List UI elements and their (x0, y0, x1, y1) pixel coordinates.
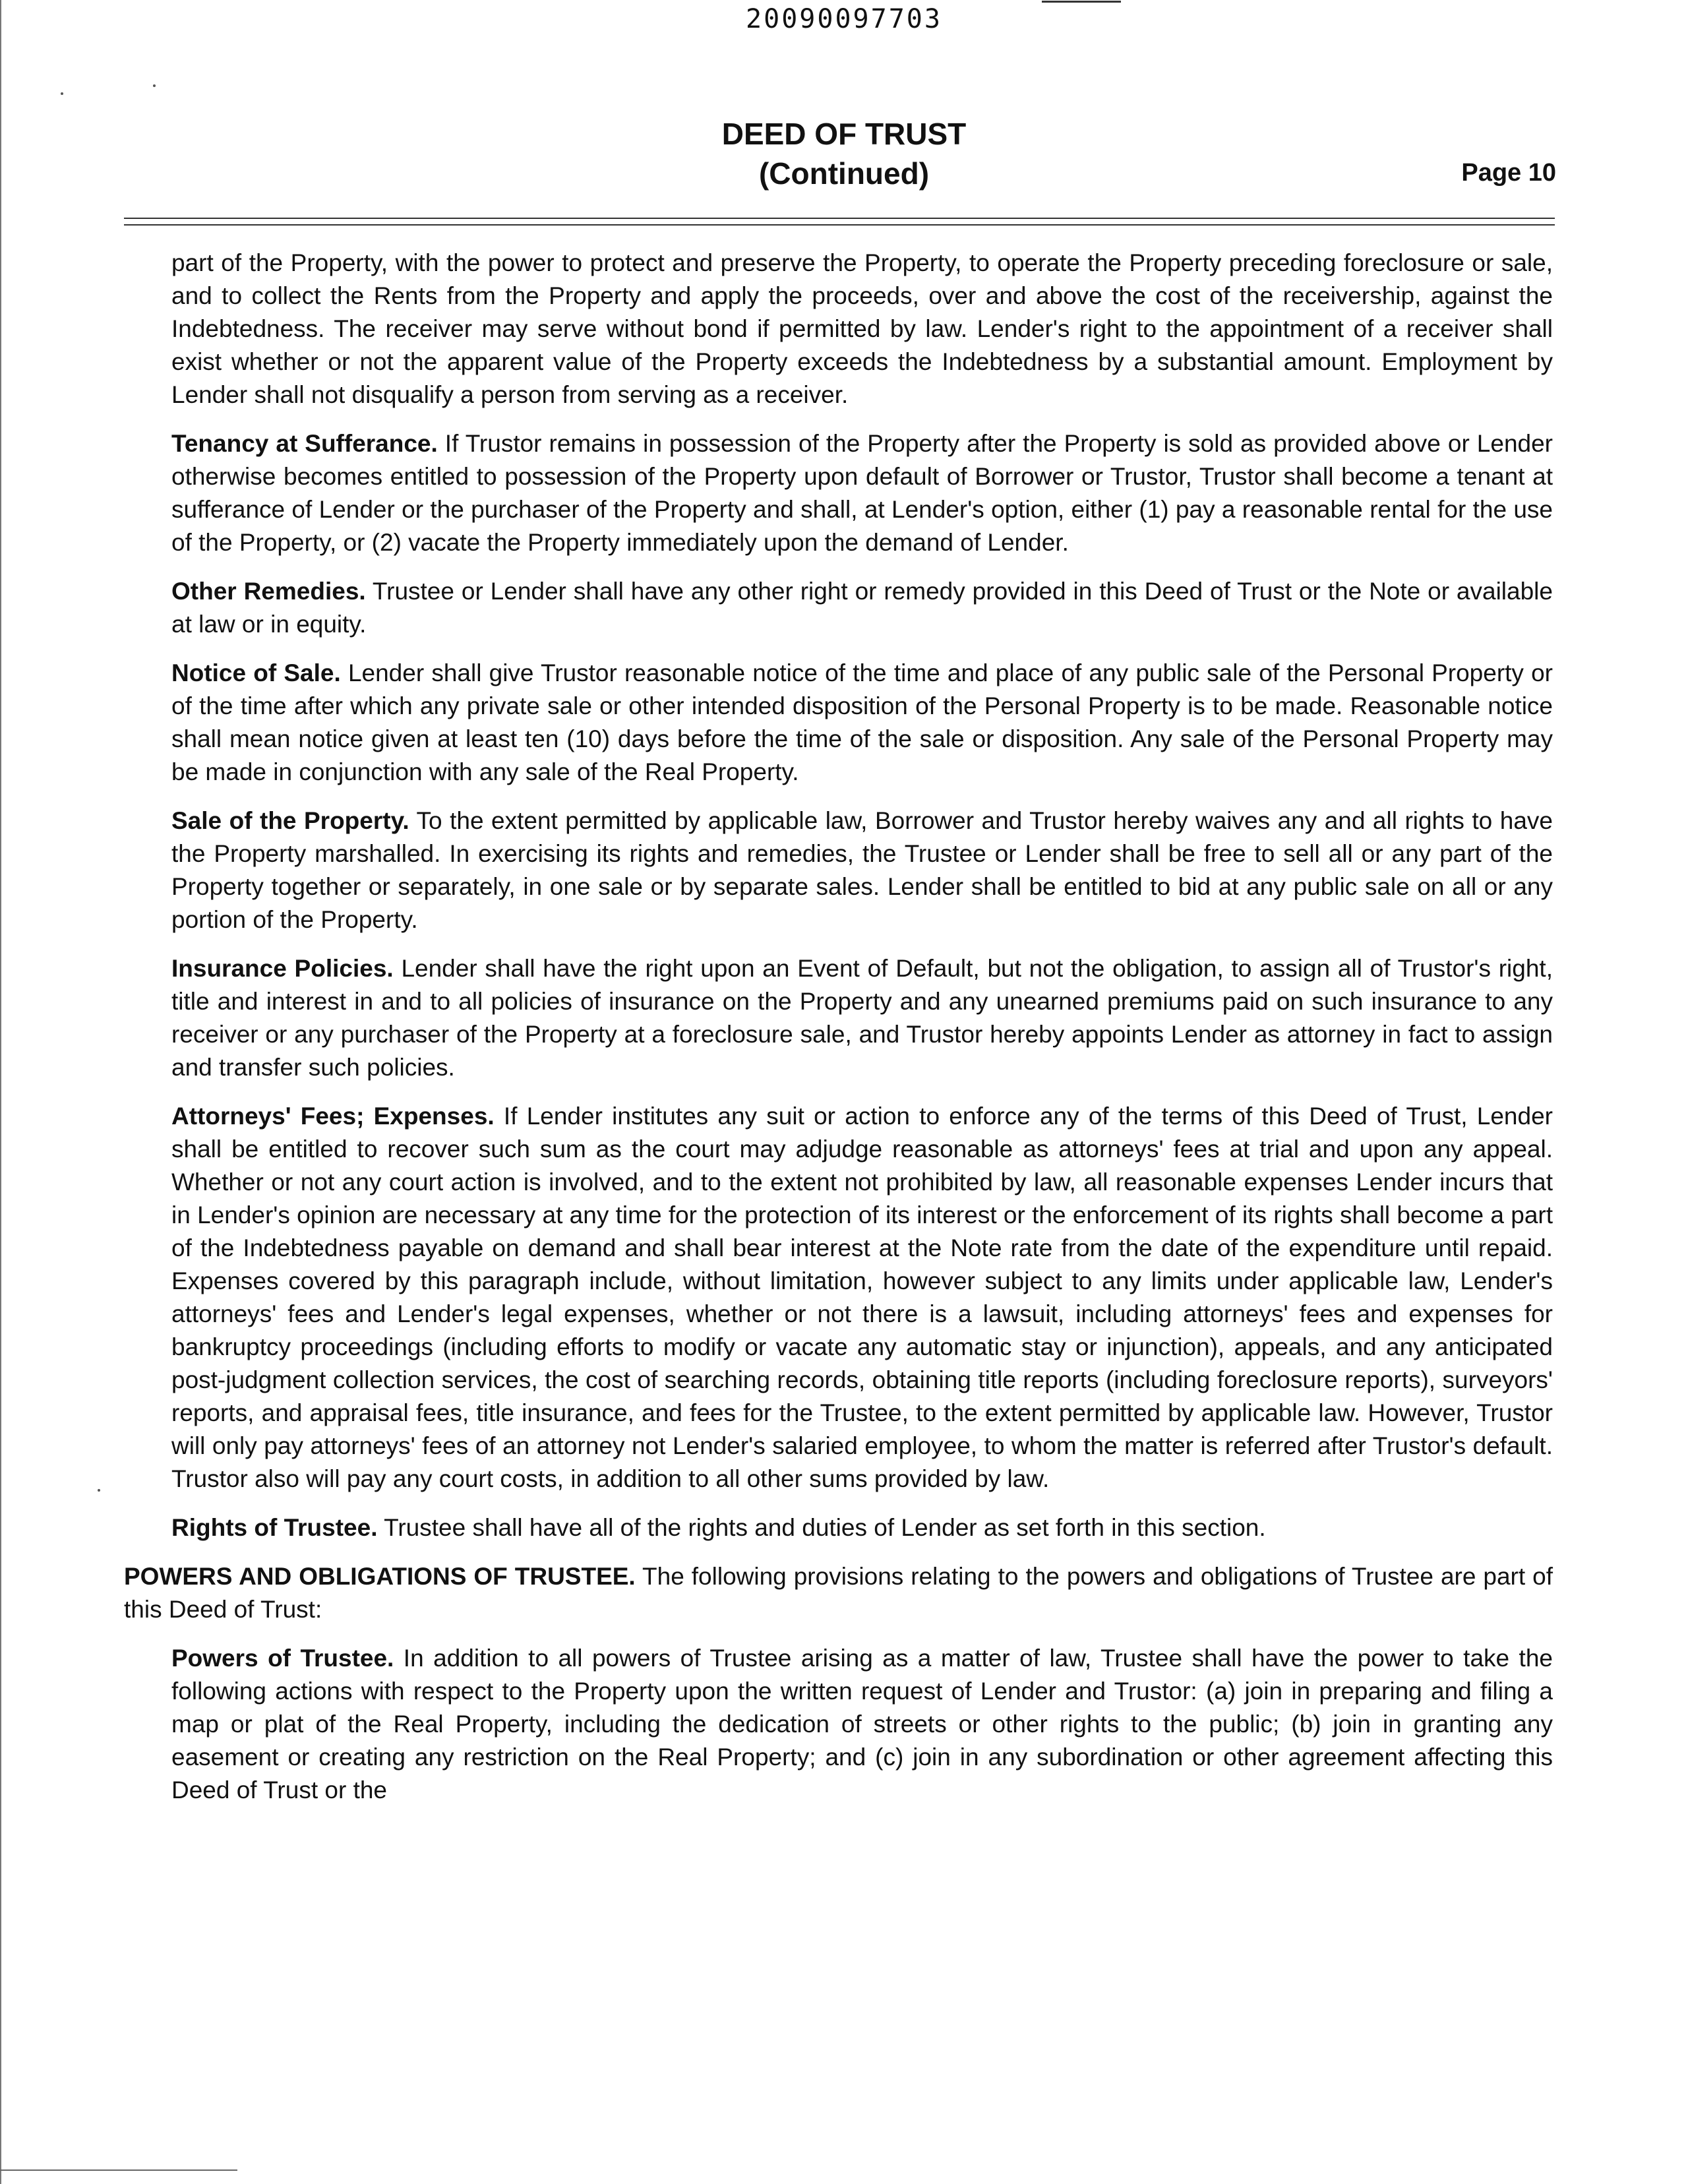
paragraph-sale-of-property (171, 804, 1553, 936)
scan-speck (98, 1489, 100, 1492)
scan-artifact-left-edge (0, 0, 1, 2184)
paragraph-insurance-policies (171, 952, 1553, 1084)
scan-artifact-bottom-rule (0, 2169, 237, 2171)
scan-speck (61, 92, 63, 95)
section-heading: POWERS AND OBLIGATIONS OF TRUSTEE. (124, 1563, 636, 1590)
document-title: DEED OF TRUST (721, 117, 967, 151)
paragraph-heading: Other Remedies. (171, 578, 366, 605)
document-body (124, 247, 1553, 1823)
paragraph-text: Lender shall have the right upon an Event of Default, but not the obligation, to assign all of Trustor's right, title and interest in and to all policies of insurance on the Property and any unearned premiums paid on such insurance to any receiver or any purchaser of the Property at a foreclosure sale, and Trustor hereby appoints Lender as attorney in fact to assign and transfer such policies. (171, 955, 1553, 1081)
document-subtitle: (Continued) (758, 156, 930, 191)
header-divider (124, 218, 1555, 226)
paragraph-rights-of-trustee (171, 1511, 1553, 1544)
section-text: The following provisions relating to the powers and obligations of Trustee are part of this Deed of Trust: (124, 1563, 1553, 1623)
paragraph-text: If Trustor remains in possession of the Property after the Property is sold as provided above or Lender otherwise becomes entitled to possession of the Property upon default of Borrower or Trustor, Trustor shall become a tenant at sufferance of Lender or the purchaser of the Property and shall, at Lender's option, either (1) pay a reasonable rental for the use of the Property, or (2) vacate the Property immediately upon the demand of Lender. (171, 430, 1553, 556)
paragraph-text: Trustee or Lender shall have any other right or remedy provided in this Deed of Trust or the Note or available at law or in equity. (171, 578, 1553, 638)
recording-number: 20090097703 (746, 4, 942, 34)
paragraph-notice-of-sale (171, 657, 1553, 789)
paragraph-text: To the extent permitted by applicable law, Borrower and Trustor hereby waives any and all rights to have the Property marshalled. In exercising its rights and remedies, the Trustee or Lender shall be free to sell all or any part of the Property together or separately, in one sale or by separate sales. Lender shall be entitled to bid at any public sale on all or any portion of the Property. (171, 807, 1553, 933)
scan-artifact-top-rule (1042, 1, 1121, 3)
paragraph-tenancy-at-sufferance (171, 427, 1553, 559)
paragraph-heading: Rights of Trustee. (171, 1514, 378, 1541)
scan-speck (153, 84, 156, 87)
paragraph-heading: Sale of the Property. (171, 807, 409, 834)
paragraph-text: Lender shall give Trustor reasonable notice of the time and place of any public sale of the Personal Property or of the time after which any private sale or other intended disposition of the Personal Property is to be made. Reasonable notice shall mean notice given at least ten (10) days before the time of the sale or disposition. Any sale of the Personal Property may be made in conjunction with any sale of the Real Property. (171, 659, 1553, 785)
paragraph-heading: Powers of Trustee. (171, 1645, 394, 1672)
paragraph-text: In addition to all powers of Trustee arising as a matter of law, Trustee shall have the power to take the following actions with respect to the Property upon the written request of Lender and Trustor: (a) join in preparing and filing a map or plat of the Real Property, including the dedication of streets or other rights to the public; (b) join in granting any easement or creating any restriction on the Real Property; and (c) join in any subordination or other agreement affecting this Deed of Trust or the (171, 1645, 1553, 1804)
paragraph-text: part of the Property, with the power to protect and preserve the Property, to operate the Property preceding foreclosure or sale, and to collect the Rents from the Property and apply the proceeds, over and above the cost of the receivership, against the Indebtedness. The receiver may serve without bond if permitted by law. Lender's right to the appointment of a receiver shall exist whether or not the apparent value of the Property exceeds the Indebtedness by a substantial amount. Employment by Lender shall not disqualify a person from serving as a receiver. (171, 249, 1553, 408)
paragraph-heading: Attorneys' Fees; Expenses. (171, 1103, 495, 1130)
paragraph-heading: Notice of Sale. (171, 659, 341, 686)
paragraph-other-remedies (171, 575, 1553, 641)
paragraph-heading: Insurance Policies. (171, 955, 394, 982)
paragraph-receivership (171, 247, 1553, 411)
paragraph-text: Trustee shall have all of the rights and duties of Lender as set forth in this section. (377, 1514, 1266, 1541)
paragraph-text: If Lender institutes any suit or action to enforce any of the terms of this Deed of Trust, Lender shall be entitled to recover such sum as the court may adjudge reasonable as attorneys' fees at trial and upon any appeal. Whether or not any court action is involved, and to the extent not prohibited by law, all reasonable expenses Lender incurs that in Lender's opinion are necessary at any time for the protection of its interest or the enforcement of its rights shall become a part of the Indebtedness payable on demand and shall bear interest at the Note rate from the date of the expenditure until repaid. Expenses covered by this paragraph include, without limitation, however subject to any limits under applicable law, Lender's attorneys' fees and Lender's legal expenses, whether or not there is a lawsuit, including attorneys' fees and expenses for bankruptcy proceedings (including efforts to modify or vacate any automatic stay or injunction), appeals, and any anticipated post-judgment collection services, the cost of searching records, obtaining title reports (including foreclosure reports), surveyors' reports, and appraisal fees, title insurance, and fees for the Trustee, to the extent permitted by applicable law. However, Trustor will only pay attorneys' fees of an attorney not Lender's salaried employee, to whom the matter is referred after Trustor's default. Trustor also will pay any court costs, in addition to all other sums provided by law. (171, 1103, 1553, 1492)
paragraph-heading: Tenancy at Sufferance. (171, 430, 438, 457)
paragraph-attorneys-fees (171, 1100, 1553, 1496)
page-number: Page 10 (1461, 159, 1556, 187)
paragraph-powers-of-trustee (171, 1642, 1553, 1807)
section-powers-and-obligations (124, 1560, 1553, 1626)
